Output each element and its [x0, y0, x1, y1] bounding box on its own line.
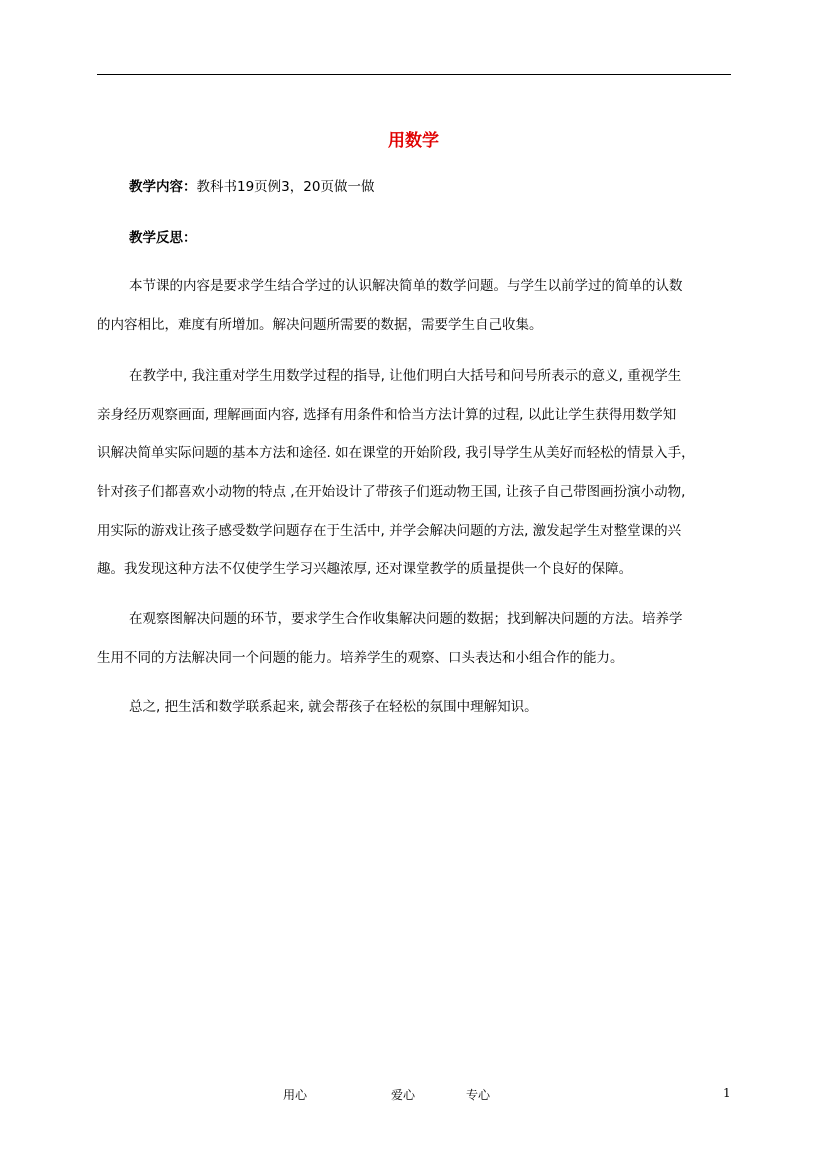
- content-label: 教学内容：: [129, 179, 197, 195]
- paragraph-line: 识解决简单实际问题的基本方法和途径. 如在课堂的开始阶段, 我引导学生从美好而轻松的情景入手，: [97, 445, 695, 461]
- paragraph-line: 的内容相比，难度有所增加。解决问题所需要的数据，需要学生自己收集。: [97, 317, 543, 333]
- paragraph-line: 本节课的内容是要求学生结合学过的认识解决简单的数学问题。与学生以前学过的简单的认数: [129, 278, 683, 294]
- content-line: [129, 177, 769, 197]
- paragraph-line: 趣。我发现这种方法不仅使学生学习兴趣浓厚, 还对课堂教学的质量提供一个良好的保障。: [97, 561, 633, 577]
- paragraph-line: 亲身经历观察画面, 理解画面内容, 选择有用条件和恰当方法计算的过程, 以此让学生获得用数学知: [97, 407, 677, 423]
- footer-text: 用心: [283, 1088, 308, 1102]
- paragraph-line: 在教学中, 我注重对学生用数学过程的指导, 让他们明白大括号和问号所表示的意义, 重视学生: [129, 368, 682, 384]
- paragraph-line: 总之, 把生活和数学联系起来, 就会帮孩子在轻松的氛围中理解知识。: [129, 699, 538, 715]
- paragraph-line: 用实际的游戏让孩子感受数学问题存在于生活中, 并学会解决问题的方法, 激发起学生对整堂课的兴: [97, 523, 682, 539]
- footer-text: 爱心: [391, 1088, 416, 1102]
- paragraph-line: 在观察图解决问题的环节，要求学生合作收集解决问题的数据；找到解决问题的方法。培养学: [129, 611, 683, 627]
- document-title: 用数学: [388, 131, 439, 151]
- footer-text: 专心: [466, 1088, 491, 1102]
- header-rule: [97, 74, 731, 75]
- content-value: 教科书19页例3，20页做一做: [196, 179, 375, 195]
- paragraph-line: 生用不同的方法解决同一个问题的能力。培养学生的观察、口头表达和小组合作的能力。: [97, 650, 624, 666]
- paragraph-line: 针对孩子们都喜欢小动物的特点 ,在开始设计了带孩子们逛动物王国, 让孩子自己带图画扮演小动物,: [97, 484, 686, 500]
- page-number: 1: [723, 1086, 731, 1100]
- reflection-label: 教学反思：: [129, 230, 197, 246]
